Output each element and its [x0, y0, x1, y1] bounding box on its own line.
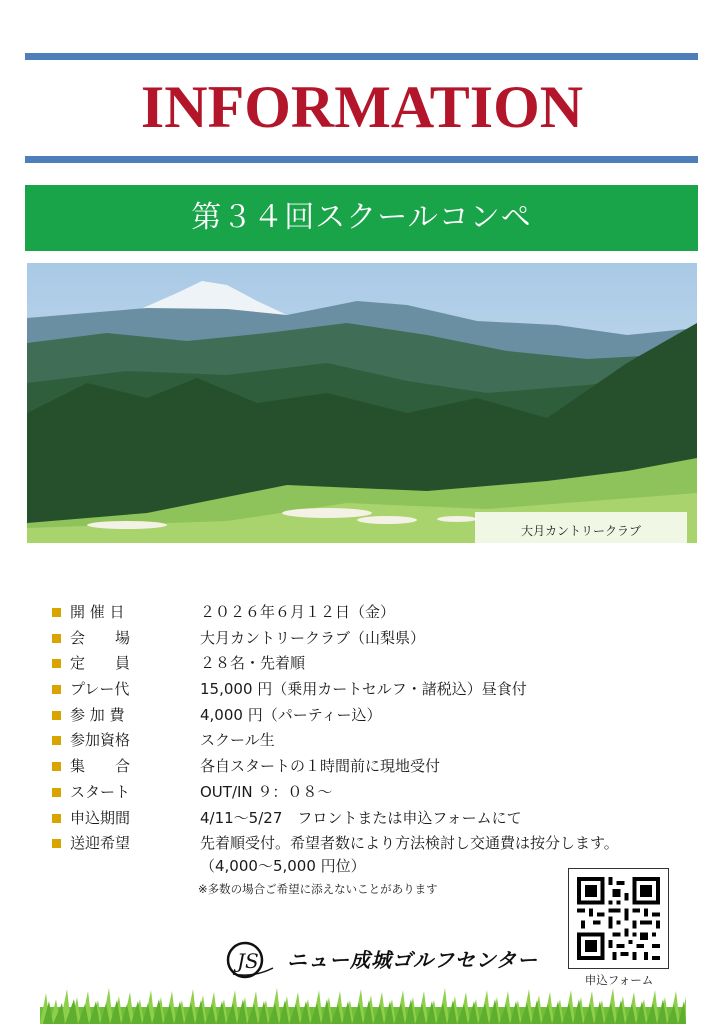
detail-row: [50, 754, 690, 780]
grass-decoration: [40, 985, 686, 1024]
top-rule: [25, 53, 698, 60]
detail-value: 4/11～5/27 フロントまたは申込フォームにて: [200, 808, 522, 827]
detail-value: 大月カントリークラブ（山梨県）: [200, 628, 426, 647]
logo-mark-icon: [223, 938, 279, 982]
detail-value-continued: （4,000～5,000 円位）: [200, 857, 366, 876]
square-bullet-icon: [52, 608, 61, 617]
detail-value: OUT/IN ９：０８～: [200, 782, 333, 801]
svg-text:JS: JS: [237, 949, 259, 973]
square-bullet-icon: [52, 839, 61, 848]
detail-row: [50, 780, 690, 806]
square-bullet-icon: [52, 659, 61, 668]
detail-row: [50, 600, 690, 626]
detail-label: プレー代: [70, 680, 130, 699]
detail-value: ２８名・先着順: [200, 654, 306, 673]
square-bullet-icon: [52, 711, 61, 720]
detail-value: 4,000 円（パーティー込）: [200, 705, 382, 724]
event-banner: 第３４回スクールコンペ: [25, 185, 698, 251]
photo-caption: 大月カントリークラブ: [475, 512, 687, 550]
square-bullet-icon: [52, 736, 61, 745]
event-details: [50, 600, 690, 879]
detail-value: 各自スタートの１時間前に現地受付: [200, 757, 441, 776]
square-bullet-icon: [52, 788, 61, 797]
detail-label: 申込期間: [70, 808, 131, 827]
detail-label: 集 合: [70, 757, 131, 776]
detail-value: 先着順受付。希望者数により方法検討し交通費は按分します。: [200, 834, 619, 853]
detail-row: [50, 626, 690, 652]
detail-value: スクール生: [200, 731, 275, 750]
qr-code-icon: [577, 877, 660, 960]
golf-course-photo: [27, 263, 697, 543]
detail-row: [50, 703, 690, 729]
detail-label: 参加資格: [70, 731, 131, 750]
detail-label: 送迎希望: [70, 834, 131, 853]
logo: [223, 938, 538, 982]
detail-row: [50, 728, 690, 754]
detail-label: 開 催 日: [70, 603, 125, 621]
bottom-rule: [25, 156, 698, 163]
qr-code[interactable]: [568, 868, 669, 969]
square-bullet-icon: [52, 634, 61, 643]
logo-text: ニュー成城ゴルフセンター: [287, 948, 538, 972]
detail-value: ２０２６年６月１２日（金）: [200, 603, 396, 621]
square-bullet-icon: [52, 814, 61, 823]
detail-label: 会 場: [70, 628, 131, 647]
detail-label: 定 員: [70, 654, 131, 673]
footnote: ※多数の場合ご希望に添えないことがあります: [198, 882, 438, 896]
detail-row: [50, 677, 690, 703]
detail-value: 15,000 円（乗用カートセルフ・諸税込）昼食付: [200, 680, 527, 699]
square-bullet-icon: [52, 685, 61, 694]
square-bullet-icon: [52, 762, 61, 771]
detail-row: [50, 806, 690, 832]
page-title: INFORMATION: [140, 74, 584, 140]
detail-row: [50, 651, 690, 677]
detail-label: 参 加 費: [70, 705, 125, 724]
qr-caption: 申込フォーム: [584, 973, 654, 987]
detail-label: スタート: [70, 782, 131, 801]
